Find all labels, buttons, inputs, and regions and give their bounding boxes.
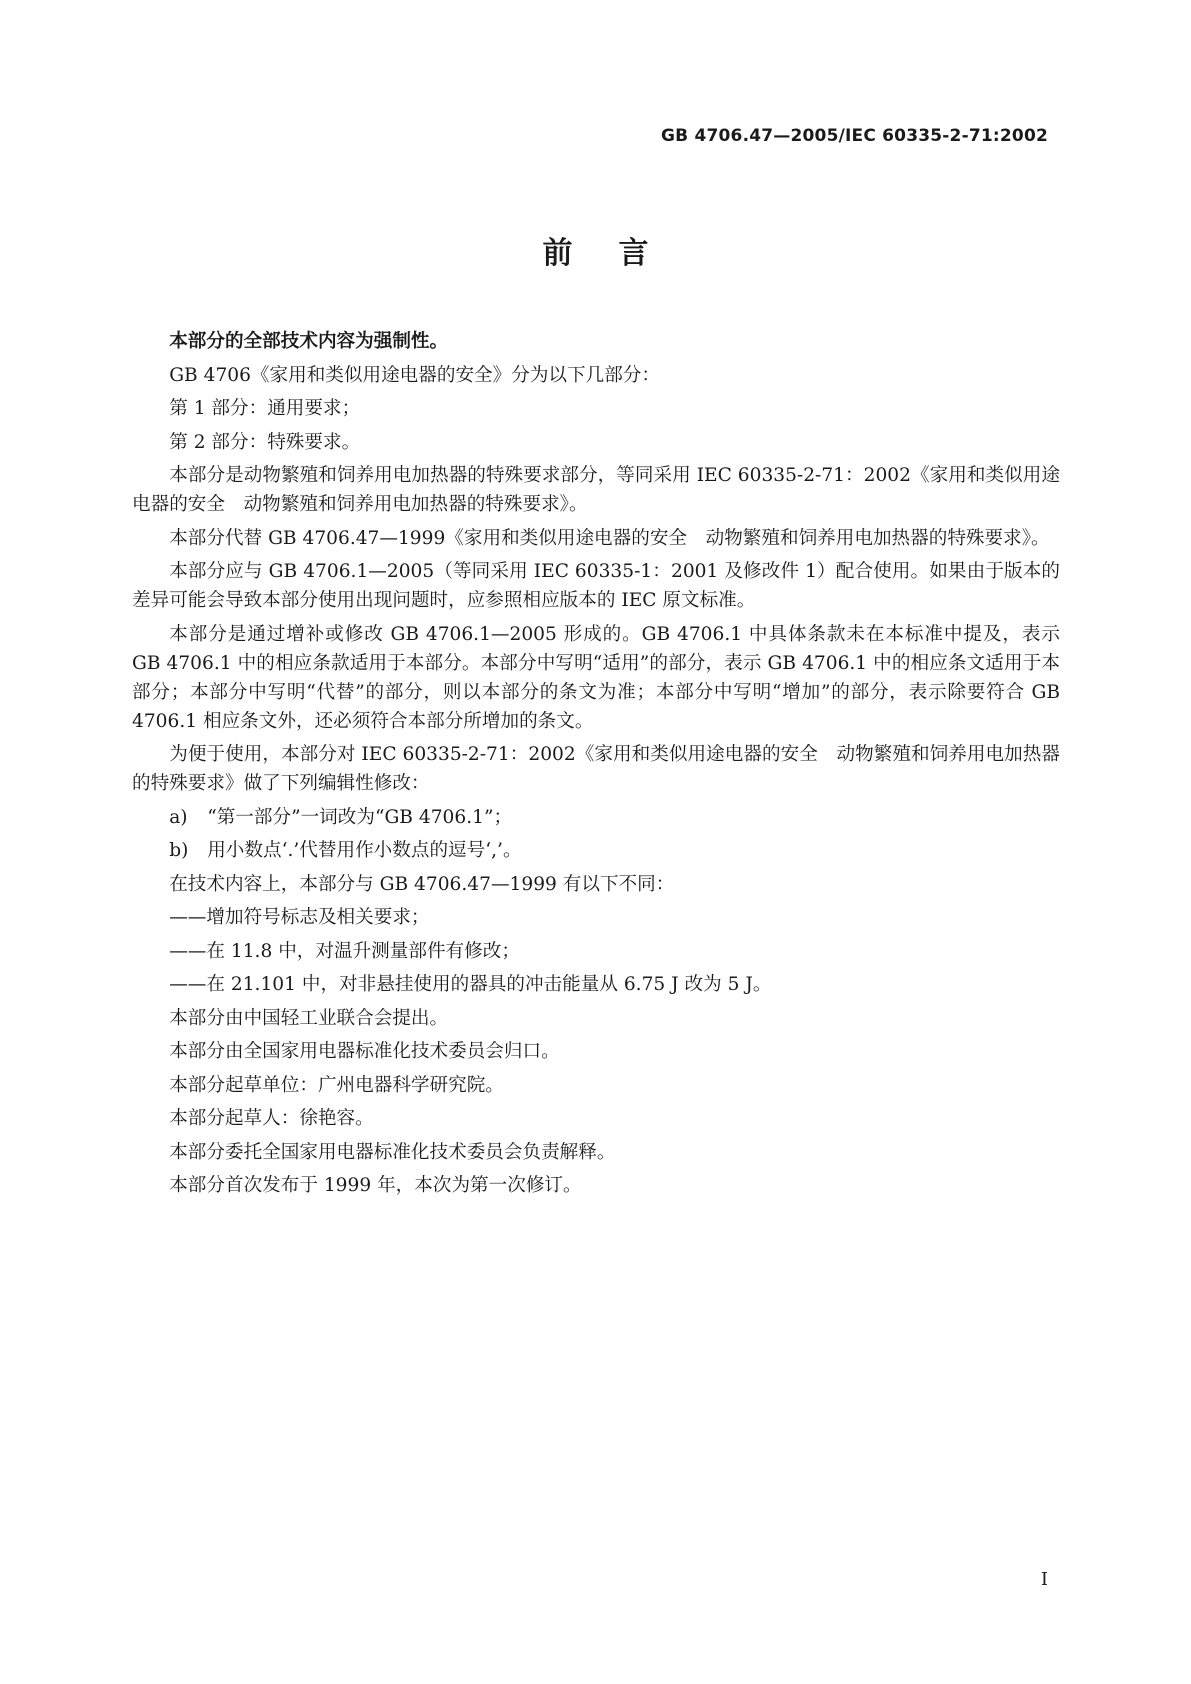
page-number: I xyxy=(1040,1569,1048,1590)
paragraph-differences-intro: 在技术内容上，本部分与 GB 4706.47—1999 有以下不同： xyxy=(169,873,675,895)
paragraph-proposer: 本部分由中国轻工业联合会提出。 xyxy=(169,1007,449,1029)
edit-item xyxy=(132,803,1060,832)
paragraph-history: 本部分首次发布于 1999 年，本次为第一次修订。 xyxy=(169,1175,582,1196)
edit-item-marker: b) xyxy=(169,840,189,861)
paragraph-formation: 本部分是通过增补或修改 GB 4706.1—2005 形成的。GB 4706.1 中具体条款未在本标准中提及，表示 GB 4706.1 中的相应条款适用于本部分。本部分中写明“适用”的部分，表示 GB 4706.1 中的相应条文适用于本部分；本部分中写明“代替”的部分，则以本部分的条文为准；本部分中写明“增加”的部分，表示除要符合 GB 4706.1 相应条文外，还必须符合本部分所增加的条文。 xyxy=(132,623,1060,732)
paragraph-part-1: 第 1 部分：通用要求； xyxy=(169,398,361,419)
difference-item: ——增加符号标志及相关要求； xyxy=(169,907,430,928)
paragraph-usage: 本部分应与 GB 4706.1—2005（等同采用 IEC 60335-1：2001 及修改件 1）配合使用。如果由于版本的差异可能会导致本部分使用出现问题时，应参照相应版本的 IEC 原文标准。 xyxy=(132,561,1060,611)
edit-item-marker: a) xyxy=(169,806,188,828)
page-title: 前言 xyxy=(542,236,695,271)
edit-item-text: 用小数点‘.’代替用作小数点的逗号‘,’。 xyxy=(207,840,522,861)
paragraph-parts-intro: GB 4706《家用和类似用途电器的安全》分为以下几部分： xyxy=(169,364,660,386)
difference-item: ——在 11.8 中，对温升测量部件有修改； xyxy=(169,940,520,962)
standard-code: GB 4706.47—2005/IEC 60335-2-71:2002 xyxy=(661,126,1048,146)
paragraph-edits-intro: 为便于使用，本部分对 IEC 60335-2-71：2002《家用和类似用途电器的安全 动物繁殖和饲养用电加热器的特殊要求》做了下列编辑性修改： xyxy=(132,744,1060,794)
edit-item xyxy=(132,836,1060,865)
paragraph-drafter: 本部分起草人：徐艳容。 xyxy=(169,1108,374,1129)
foreword-body xyxy=(132,327,1060,1205)
edit-item-text: “第一部分”一词改为“GB 4706.1”； xyxy=(207,806,513,828)
paragraph-scope: 本部分是动物繁殖和饲养用电加热器的特殊要求部分，等同采用 IEC 60335-2-71：2002《家用和类似用途电器的安全 动物繁殖和饲养用电加热器的特殊要求》。 xyxy=(132,465,1060,515)
difference-item: ——在 21.101 中，对非悬挂使用的器具的冲击能量从 6.75 J 改为 5 J。 xyxy=(169,974,772,995)
paragraph-replaces: 本部分代替 GB 4706.47—1999《家用和类似用途电器的安全 动物繁殖和饲养用电加热器的特殊要求》。 xyxy=(169,527,1050,549)
mandatory-statement: 本部分的全部技术内容为强制性。 xyxy=(169,331,449,352)
paragraph-administrator: 本部分由全国家用电器标准化技术委员会归口。 xyxy=(169,1041,560,1062)
paragraph-interpretation: 本部分委托全国家用电器标准化技术委员会负责解释。 xyxy=(169,1141,616,1163)
paragraph-part-2: 第 2 部分：特殊要求。 xyxy=(169,431,361,453)
paragraph-drafting-unit: 本部分起草单位：广州电器科学研究院。 xyxy=(169,1074,504,1096)
